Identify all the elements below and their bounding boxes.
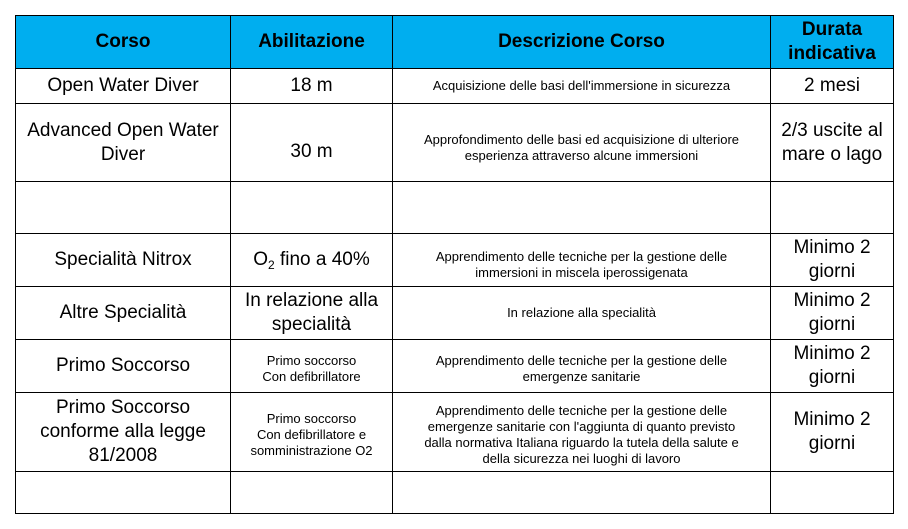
cell-text: fino a 40% — [274, 249, 370, 270]
cell-text: mare o lago — [781, 143, 883, 165]
cell-text: 2/3 uscite al — [781, 119, 883, 141]
cell-text: Con defibrillatore — [262, 369, 361, 384]
cell-qualification — [231, 287, 393, 340]
cell-description — [393, 69, 771, 104]
oxygen-subscript: 2 — [268, 258, 275, 272]
cell-duration — [771, 393, 894, 472]
cell-text: Primo Soccorso — [55, 397, 191, 418]
cell-text: Primo soccorso — [266, 353, 357, 368]
cell-empty — [16, 472, 231, 514]
cell-text: Approfondimento delle basi ed acquisizione di ulteriore — [423, 131, 740, 147]
cell-duration — [771, 104, 894, 182]
cell-text: emergenze sanitarie con l'aggiunta di quanto previsto — [427, 419, 736, 434]
cell-text: Primo Soccorso — [55, 355, 191, 376]
cell-text: della sicurezza nei luoghi di lavoro — [482, 451, 681, 466]
cell-empty — [16, 182, 231, 234]
cell-empty — [393, 182, 771, 234]
cell-text: Acquisizione delle basi dell'immersione in sicurezza — [432, 78, 731, 93]
cell-text: 18 m — [290, 75, 333, 96]
cell-empty — [231, 182, 393, 234]
table-row — [16, 69, 894, 104]
header-duration-line1: Durata — [801, 19, 863, 40]
oxygen-symbol: O — [253, 249, 268, 270]
cell-qualification — [231, 69, 393, 104]
cell-text: Apprendimento delle tecniche per la gestione delle — [435, 249, 728, 264]
cell-text: Altre Specialità — [59, 302, 187, 323]
cell-text: conforme alla legge — [40, 421, 206, 442]
cell-text: Apprendimento delle tecniche per la gestione delle — [435, 403, 728, 418]
cell-text: somministrazione O2 — [250, 443, 373, 458]
cell-duration — [771, 234, 894, 287]
table-row — [16, 287, 894, 340]
cell-text: specialità — [271, 314, 352, 335]
cell-text: dalla normativa Italiana riguardo la tutela della salute e — [424, 435, 739, 450]
cell-empty — [231, 472, 393, 514]
cell-text: giorni — [808, 314, 856, 335]
header-description: Descrizione Corso — [393, 16, 771, 69]
cell-qualification — [231, 340, 393, 393]
cell-text: 2 mesi — [804, 75, 860, 96]
cell-text: 30 m — [290, 140, 333, 162]
cell-course — [16, 104, 231, 182]
cell-text: emergenze sanitarie — [522, 369, 641, 384]
cell-text: Minimo 2 — [793, 237, 871, 258]
cell-text: giorni — [808, 367, 856, 388]
cell-text: In relazione alla specialità — [507, 305, 656, 320]
cell-qualification — [231, 234, 393, 287]
cell-text: Minimo 2 — [793, 343, 871, 364]
table-row — [16, 234, 894, 287]
cell-text: Specialità Nitrox — [54, 249, 192, 270]
cell-text: giorni — [808, 261, 856, 282]
cell-empty — [771, 472, 894, 514]
header-row — [16, 16, 894, 69]
cell-text: Advanced Open Water — [27, 119, 219, 141]
cell-empty — [393, 472, 771, 514]
cell-text: Apprendimento delle tecniche per la gestione delle — [435, 353, 728, 368]
cell-description — [393, 104, 771, 182]
courses-table — [15, 15, 894, 514]
header-course: Corso — [16, 16, 231, 69]
header-duration — [771, 16, 894, 69]
cell-duration — [771, 287, 894, 340]
cell-course — [16, 287, 231, 340]
cell-course — [16, 234, 231, 287]
cell-text: immersioni in miscela iperossigenata — [475, 265, 688, 280]
cell-qualification — [231, 393, 393, 472]
cell-qualification — [231, 104, 393, 182]
table-row — [16, 182, 894, 234]
cell-text: Diver — [100, 143, 146, 165]
cell-text: Con defibrillatore e — [256, 427, 367, 442]
cell-duration — [771, 340, 894, 393]
cell-text: Open Water Diver — [47, 75, 199, 96]
cell-description — [393, 234, 771, 287]
cell-course — [16, 340, 231, 393]
header-qualification: Abilitazione — [231, 16, 393, 69]
cell-description — [393, 340, 771, 393]
table-row — [16, 104, 894, 182]
cell-text: Minimo 2 — [793, 409, 871, 430]
table-row — [16, 340, 894, 393]
cell-text: In relazione alla — [244, 290, 379, 311]
cell-course — [16, 393, 231, 472]
cell-duration — [771, 69, 894, 104]
header-duration-line2: indicativa — [788, 43, 876, 64]
table-row — [16, 393, 894, 472]
cell-description — [393, 393, 771, 472]
cell-text: Minimo 2 — [793, 290, 871, 311]
cell-text: esperienza attraverso alcune immersioni — [464, 147, 699, 163]
table-row — [16, 472, 894, 514]
cell-description — [393, 287, 771, 340]
cell-text: 81/2008 — [88, 445, 158, 466]
cell-course — [16, 69, 231, 104]
cell-text: Primo soccorso — [266, 411, 357, 426]
cell-text: giorni — [808, 433, 856, 454]
cell-empty — [771, 182, 894, 234]
